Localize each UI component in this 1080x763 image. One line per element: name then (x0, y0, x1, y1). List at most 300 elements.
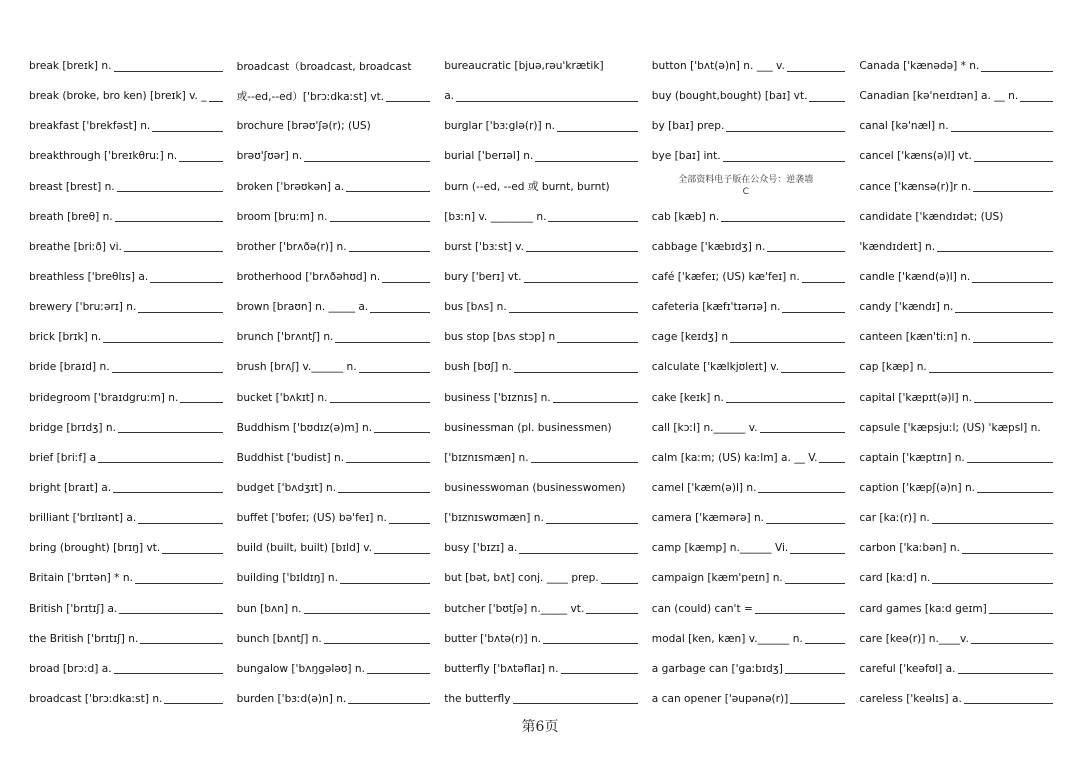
entry-text: brotherhood ['brʌðəhʊd] n. (236, 271, 381, 284)
entry-text: care [keə(r)] n.____v. (859, 632, 969, 645)
vocab-entry (237, 624, 431, 654)
answer-blank (162, 553, 222, 554)
answer-blank (937, 251, 1053, 252)
entry-text: Buddhism ['bʊdɪz(ə)m] n. (236, 421, 373, 434)
entry-text: Buddhist ['budist] n. (236, 451, 345, 464)
answer-blank (767, 251, 845, 252)
entry-text: bus stop [bʌs stɔp] n (444, 331, 556, 344)
vocab-entry (859, 443, 1053, 473)
vocab-entry (859, 352, 1053, 382)
entry-text: carbon ['kaːbən] n. (859, 542, 960, 555)
answer-blank (112, 372, 223, 373)
answer-blank (179, 161, 222, 162)
answer-blank (755, 613, 846, 614)
entry-text: capsule ['kæpsjuːl; (US) 'kæpsl] n. (859, 421, 1041, 434)
entry-text: brush [brʌʃ] v.______ n. (236, 361, 357, 374)
answer-blank (955, 312, 1053, 313)
entry-text: butter ['bʌtə(r)] n. (444, 632, 542, 645)
vocab-entry (29, 503, 223, 533)
answer-blank (524, 282, 638, 283)
entry-text: breakthrough ['breɪkθruː] n. (29, 150, 178, 163)
vocab-entry (444, 654, 638, 684)
vocab-entry (444, 352, 638, 382)
answer-blank (972, 282, 1053, 283)
answer-blank (115, 221, 223, 222)
entry-text: broadcast ['brɔːdkaːst] n. (29, 692, 163, 705)
entry-text: bridegroom ['braɪdgruːm] n. (29, 391, 179, 404)
vocab-entry (859, 383, 1053, 413)
answer-blank (546, 523, 638, 524)
answer-blank (338, 492, 430, 493)
vocab-entry (859, 172, 1053, 202)
vocab-entry (29, 81, 223, 111)
vocab-entry (444, 473, 638, 503)
answer-blank (535, 161, 637, 162)
answer-blank (113, 492, 222, 493)
answer-blank (531, 462, 638, 463)
entry-text: burglar ['bɜːglə(r)] n. (444, 120, 556, 133)
answer-blank (785, 673, 845, 674)
entry-text: brəʊ'ʃʊər] n. (236, 150, 303, 163)
entry-text: broadcast（broadcast, broadcast (236, 60, 412, 73)
entry-text: brochure [brəʊ'ʃə(r); (US) (236, 120, 371, 133)
vocab-entry (859, 51, 1053, 81)
entry-text: camera ['kæmərə] n. (651, 512, 765, 525)
answer-blank (929, 372, 1053, 373)
entry-text: cap [kæp] n. (859, 361, 927, 374)
entry-text: cake [keɪk] n. (651, 391, 724, 404)
vocab-entry (237, 111, 431, 141)
vocab-entry (29, 51, 223, 81)
entry-text: budget ['bʌdʒɪt] n. (236, 481, 337, 494)
vocab-entry (444, 443, 638, 473)
answer-blank (180, 402, 222, 403)
vocab-entry (237, 172, 431, 202)
vocab-entry (444, 383, 638, 413)
answer-blank (335, 342, 430, 343)
entry-text: ['bɪznɪswʊmæn] n. (444, 512, 544, 525)
entry-text: by [baɪ] prep. (651, 120, 725, 133)
vocab-entry (237, 51, 431, 81)
entry-text: butterfly ['bʌtəflaɪ] n. (444, 662, 559, 675)
vocab-entry (444, 413, 638, 443)
vocab-entry (859, 413, 1053, 443)
vocab-entry (652, 51, 846, 81)
answer-blank (118, 432, 223, 433)
entry-text: canteen [kæn'tiːn] n. (859, 331, 971, 344)
entry-text: careful ['keəfʊl] a. (859, 662, 956, 675)
vocab-entry (652, 262, 846, 292)
entry-text: can (could) can't = (651, 602, 753, 615)
vocab-entry (859, 262, 1053, 292)
entry-text: canal [kə'næl] n. (859, 120, 949, 133)
vocab-entry (29, 413, 223, 443)
answer-blank (304, 613, 431, 614)
watermark-line: C (742, 186, 749, 197)
vocab-column-4 (652, 51, 846, 714)
answer-blank (140, 643, 222, 644)
answer-blank (114, 71, 223, 72)
vocab-entry (29, 684, 223, 714)
vocab-entry (652, 684, 846, 714)
entry-text: bus [bʌs] n. (444, 301, 507, 314)
answer-blank (324, 643, 430, 644)
answer-blank (370, 312, 430, 313)
entry-text: broad [brɔːd] a. (29, 662, 112, 675)
answer-blank (135, 583, 223, 584)
vocab-entry (29, 352, 223, 382)
vocab-entry (444, 141, 638, 171)
vocab-entry (237, 322, 431, 352)
vocab-column-1 (29, 51, 223, 714)
vocab-entry (652, 503, 846, 533)
vocab-entry (652, 593, 846, 623)
vocab-entry (29, 654, 223, 684)
entry-text: brief [briːf] a (29, 451, 97, 464)
answer-blank (513, 703, 638, 704)
vocab-entry (859, 503, 1053, 533)
vocab-entry (444, 563, 638, 593)
vocab-entry (652, 624, 846, 654)
vocab-entry (29, 232, 223, 262)
vocab-entry (444, 51, 638, 81)
entry-text: candy ['kændɪ] n. (859, 301, 954, 314)
entry-text: careless ['keəlɪs] a. (859, 692, 962, 705)
answer-blank (509, 312, 638, 313)
watermark-line: 全部资料电子版在公众号：逆袭墙 (678, 174, 814, 185)
entry-text: camp [kæmp] n.______ Vi. (651, 542, 789, 555)
answer-blank (1020, 101, 1053, 102)
vocab-entry (237, 503, 431, 533)
answer-blank (348, 703, 430, 704)
entry-text: brown [braʊn] n. _____ a. (236, 301, 369, 314)
vocab-entry (29, 322, 223, 352)
answer-blank (958, 673, 1053, 674)
vocab-entry (237, 262, 431, 292)
entry-text: calm [kaːm; (US) kaːlm] a. __ V. (651, 451, 818, 464)
entry-text: bucket ['bʌkɪt] n. (236, 391, 328, 404)
entry-text: break (broke, bro ken) [breɪk] v. _ (29, 90, 207, 103)
answer-blank (721, 221, 845, 222)
entry-text: breast [brest] n. (29, 180, 115, 193)
entry-text: businessman (pl. businessmen) (444, 421, 612, 434)
entry-text: bury ['berɪ] vt. (444, 271, 522, 284)
vocab-entry (237, 81, 431, 111)
vocab-entry (859, 593, 1053, 623)
vocab-entry (444, 262, 638, 292)
answer-blank (989, 613, 1053, 614)
entry-text: businesswoman (businesswomen) (444, 481, 626, 494)
entry-text: the butterfly (444, 692, 511, 705)
vocab-entry (652, 654, 846, 684)
vocab-entry (29, 533, 223, 563)
vocab-entry (444, 202, 638, 232)
vocab-entry (237, 352, 431, 382)
entry-text: brick [brɪk] n. (29, 331, 102, 344)
entry-text: cab [kæb] n. (651, 210, 720, 223)
answer-blank (785, 583, 846, 584)
entry-text: burn (--ed, --ed 或 burnt, burnt) (444, 181, 610, 194)
vocab-entry (444, 533, 638, 563)
answer-blank (304, 161, 430, 162)
answer-blank (138, 312, 222, 313)
vocab-entry (237, 533, 431, 563)
answer-blank (974, 402, 1053, 403)
answer-blank (561, 673, 638, 674)
answer-blank (760, 432, 846, 433)
entry-text: cage [keɪdʒ] n (651, 331, 729, 344)
vocab-entry (652, 352, 846, 382)
answer-blank (543, 643, 638, 644)
answer-blank (782, 312, 845, 313)
entry-text: bureaucratic [bjuə,rəu'krætik] (444, 60, 604, 73)
vocab-entry (859, 111, 1053, 141)
answer-blank (758, 492, 845, 493)
answer-blank (932, 523, 1053, 524)
answer-blank (150, 282, 222, 283)
answer-blank (973, 342, 1053, 343)
answer-blank (553, 402, 638, 403)
vocabulary-grid (29, 51, 1053, 714)
answer-blank (971, 643, 1053, 644)
entry-text: Britain ['brɪtən] * n. (29, 572, 133, 585)
answer-blank (809, 101, 845, 102)
answer-blank (114, 673, 223, 674)
answer-blank (802, 282, 846, 283)
entry-text: bun [bʌn] n. (236, 602, 302, 615)
answer-blank (138, 523, 222, 524)
entry-text: cancel ['kæns(ə)l] vt. (859, 150, 972, 163)
entry-text: buy (bought,bought) [baɪ] vt. (651, 90, 808, 103)
answer-blank (209, 101, 223, 102)
vocab-entry (29, 292, 223, 322)
vocab-entry (237, 684, 431, 714)
answer-blank (726, 402, 846, 403)
vocab-column-2 (237, 51, 431, 714)
answer-blank (548, 221, 637, 222)
vocab-entry (237, 232, 431, 262)
entry-text: bridge [brɪdʒ] n. (29, 421, 116, 434)
entry-text: a. (444, 90, 455, 103)
entry-text: cabbage ['kæbɪdʒ] n. (651, 240, 766, 253)
answer-blank (340, 583, 430, 584)
answer-blank (98, 462, 223, 463)
vocab-entry (652, 413, 846, 443)
entry-text: burden ['bɜːd(ə)n] n. (236, 692, 347, 705)
entry-text: bush [bʊʃ] n. (444, 361, 512, 374)
entry-text: break [breɪk] n. (29, 60, 112, 73)
answer-blank (117, 191, 223, 192)
answer-blank (330, 402, 431, 403)
entry-text: build (built, built) [bɪld] v. (236, 542, 373, 555)
vocab-entry (652, 473, 846, 503)
entry-text: call [kɔːl] n.______ v. (651, 421, 758, 434)
entry-text: burst ['bɜːst] v. (444, 240, 524, 253)
answer-blank (973, 191, 1053, 192)
entry-text: campaign [kæm'peɪn] n. (651, 572, 783, 585)
entry-text: car [kaː(r)] n. (859, 512, 930, 525)
vocab-entry (29, 473, 223, 503)
entry-text: brother ['brʌðə(r)] n. (236, 240, 347, 253)
vocab-entry (237, 202, 431, 232)
vocab-entry (859, 533, 1053, 563)
vocab-column-5 (859, 51, 1053, 714)
answer-blank (389, 523, 430, 524)
answer-blank (526, 251, 638, 252)
vocab-entry (237, 563, 431, 593)
vocab-entry (29, 593, 223, 623)
vocab-entry (859, 684, 1053, 714)
entry-text: 或--ed,--ed）['brɔːdkaːst] vt. (236, 90, 385, 103)
answer-blank (766, 523, 845, 524)
entry-text: cance ['kænsə(r)]r n. (859, 180, 972, 193)
vocab-entry (652, 111, 846, 141)
entry-text: bunch [bʌntʃ] n. (236, 632, 322, 645)
answer-blank (103, 342, 222, 343)
vocab-entry (237, 413, 431, 443)
answer-blank (330, 221, 431, 222)
entry-text: a garbage can ['gaːbɪdʒ] (651, 662, 783, 675)
entry-text: brewery ['bruːərɪ] n. (29, 301, 137, 314)
vocab-entry (859, 202, 1053, 232)
answer-blank (557, 342, 638, 343)
answer-blank (557, 131, 638, 132)
vocab-entry (652, 322, 846, 352)
answer-blank (346, 462, 430, 463)
entry-text: the British ['brɪtɪʃ] n. (29, 632, 139, 645)
vocab-entry (444, 684, 638, 714)
answer-blank (932, 583, 1053, 584)
entry-text: modal [ken, kæn] v.______ n. (651, 632, 803, 645)
vocab-column-3 (444, 51, 638, 714)
entry-text: burial ['berɪəl] n. (444, 150, 534, 163)
vocab-entry (29, 563, 223, 593)
answer-blank (374, 553, 430, 554)
entry-text: building ['bɪldɪŋ] n. (236, 572, 338, 585)
vocab-entry (652, 232, 846, 262)
answer-blank (951, 131, 1053, 132)
entry-text: café ['kæfeɪ; (US) kæ'feɪ] n. (651, 271, 800, 284)
page-number: 第6页 (521, 719, 559, 735)
vocab-entry (444, 232, 638, 262)
entry-text: camel ['kæm(ə)l] n. (651, 481, 757, 494)
entry-text: breathe [briːð] vi. (29, 240, 122, 253)
vocab-entry (237, 292, 431, 322)
vocab-entry (652, 563, 846, 593)
entry-text: caption ['kæpʃ(ə)n] n. (859, 481, 976, 494)
answer-blank (974, 161, 1053, 162)
answer-blank (730, 342, 845, 343)
answer-blank (962, 553, 1053, 554)
answer-blank (781, 372, 845, 373)
vocab-entry (652, 383, 846, 413)
entry-text: card [kaːd] n. (859, 572, 931, 585)
entry-text: butcher ['bʊtʃə] n._____ vt. (444, 602, 585, 615)
answer-blank (519, 553, 637, 554)
vocab-entry (652, 172, 846, 202)
answer-blank (164, 703, 222, 704)
answer-blank (367, 673, 430, 674)
vocab-entry (652, 292, 846, 322)
entry-text: broken ['brəʊkən] a. (236, 180, 345, 193)
vocab-entry (237, 593, 431, 623)
vocab-entry (859, 292, 1053, 322)
entry-text: busy ['bɪzɪ] a. (444, 542, 518, 555)
answer-blank (977, 492, 1053, 493)
entry-text: bye [baɪ] int. (651, 150, 721, 163)
vocab-entry (652, 443, 846, 473)
answer-blank (723, 161, 846, 162)
entry-text: candle ['kænd(ə)l] n. (859, 271, 971, 284)
entry-text: bright [braɪt] a. (29, 481, 112, 494)
answer-blank (124, 251, 223, 252)
vocab-entry (29, 443, 223, 473)
vocab-entry (652, 533, 846, 563)
entry-text: [bɜːn] v. ________ n. (444, 210, 547, 223)
vocab-entry (859, 624, 1053, 654)
answer-blank (514, 372, 638, 373)
entry-text: British ['brɪtɪʃ] a. (29, 602, 118, 615)
vocab-entry (29, 111, 223, 141)
entry-text: card games [kaːd geɪm] (859, 602, 987, 615)
vocab-entry (859, 473, 1053, 503)
vocab-entry (859, 141, 1053, 171)
vocab-entry (444, 292, 638, 322)
entry-text: breathless ['breθlɪs] a. (29, 271, 149, 284)
watermark-note (656, 174, 836, 198)
entry-text: 'kændɪdeɪt] n. (859, 240, 936, 253)
entry-text: a can opener ['əupənə(r)] (651, 692, 789, 705)
entry-text: captain ['kæptɪn] n. (859, 451, 965, 464)
vocab-entry (237, 383, 431, 413)
vocab-entry (444, 624, 638, 654)
answer-blank (386, 101, 430, 102)
vocab-entry (859, 81, 1053, 111)
entry-text: calculate ['kælkjʊleɪt] v. (651, 361, 780, 374)
entry-text: Canadian [kə'neɪdɪən] a. __ n. (859, 90, 1019, 103)
vocab-entry (444, 593, 638, 623)
answer-blank (967, 462, 1053, 463)
vocab-entry (859, 232, 1053, 262)
vocab-entry (237, 443, 431, 473)
answer-blank (382, 282, 430, 283)
vocab-entry (444, 81, 638, 111)
answer-blank (790, 703, 845, 704)
answer-blank (819, 462, 845, 463)
vocab-entry (29, 383, 223, 413)
answer-blank (119, 613, 222, 614)
vocab-entry (859, 322, 1053, 352)
vocab-entry (29, 624, 223, 654)
entry-text: Canada ['kænədə] * n. (859, 60, 980, 73)
vocab-entry (237, 473, 431, 503)
entry-text: bungalow ['bʌŋgələʊ] n. (236, 662, 366, 675)
entry-text: breakfast ['brekfəst] n. (29, 120, 151, 133)
answer-blank (374, 432, 430, 433)
entry-text: brunch ['brʌntʃ] n. (236, 331, 334, 344)
answer-blank (787, 71, 846, 72)
vocab-entry (237, 141, 431, 171)
answer-blank (152, 131, 222, 132)
vocab-entry (652, 81, 846, 111)
entry-text: bring (brought) [brɪŋ] vt. (29, 542, 161, 555)
entry-text: cafeteria [kæfɪ'tɪərɪə] n. (651, 301, 781, 314)
answer-blank (359, 372, 431, 373)
answer-blank (790, 553, 845, 554)
answer-blank (456, 101, 638, 102)
answer-blank (586, 613, 637, 614)
vocab-entry (652, 202, 846, 232)
